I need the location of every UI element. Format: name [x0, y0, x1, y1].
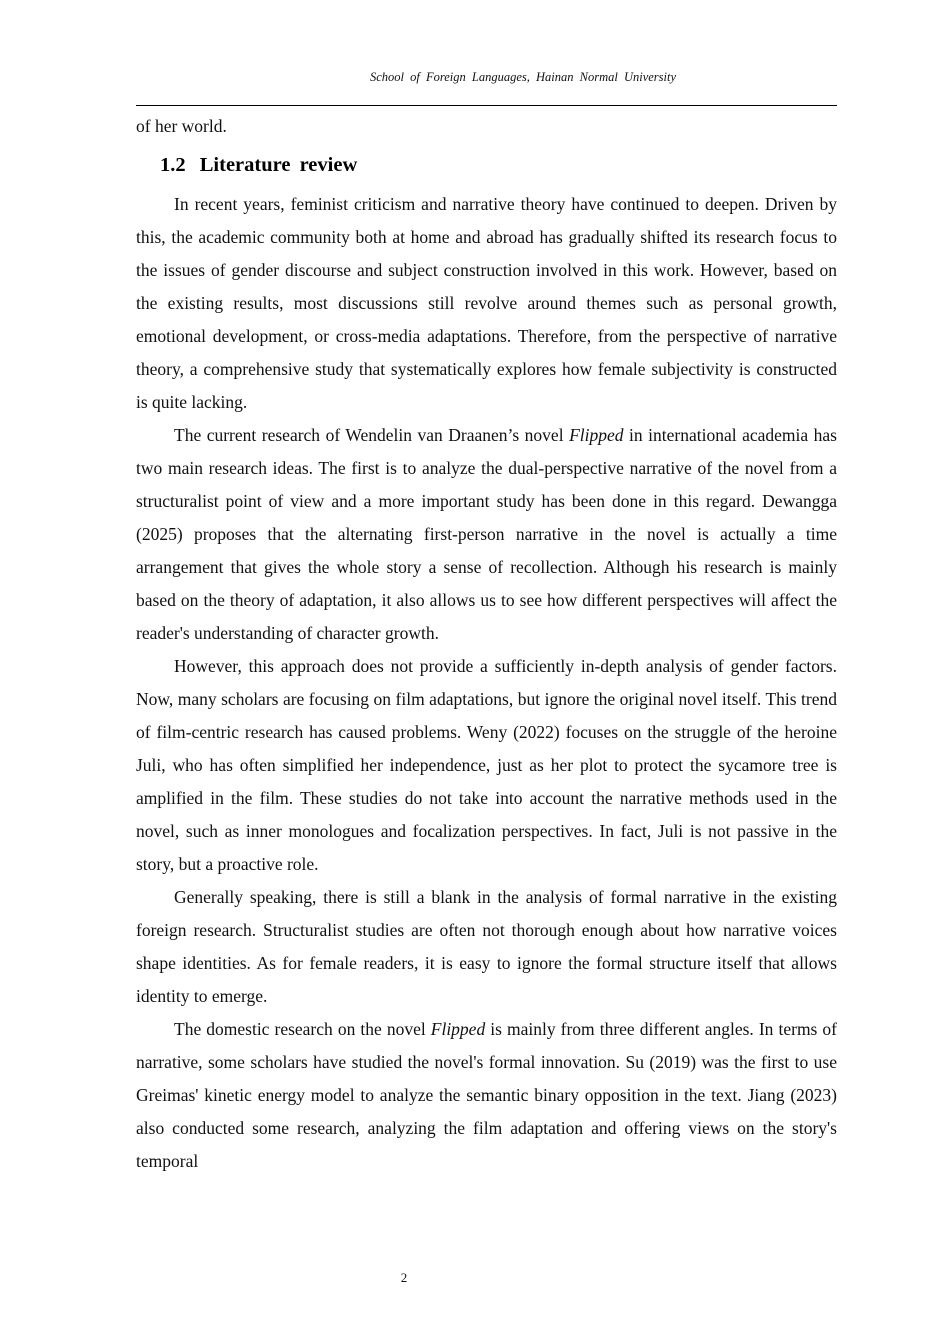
section-title: Literature review [199, 154, 358, 176]
paragraph-continuation: of her world. [136, 116, 227, 136]
paragraph-text: in international academia has two main research ideas. The first is to analyze the dual-perspective narrative of the novel from a structuralist point of view and a more important study has been done in this regard. Dewangga (2025) proposes that the alternating first-person narrative in the novel is actually a time arrangement that gives the whole story a sense of recollection. Although his research is mainly based on the theory of adaptation, it also allows us to see how different perspectives will affect the reader's understanding of character growth. [136, 425, 837, 643]
running-header: School of Foreign Languages, Hainan Normal University [369, 70, 677, 84]
paragraph-text: is mainly from three different angles. In terms of narrative, some scholars have studied the novel's formal innovation. Su (2019) was the first to use Greimas' kinetic energy model to analyze the semantic binary opposition in the text. Jiang (2023) also conducted some research, analyzing the film adaptation and offering views on the story's temporal [136, 1019, 838, 1171]
paragraph: Generally speaking, there is still a blank in the analysis of formal narrative in the existing foreign research. Structuralist studies are often not thorough enough about how narrative voices shape identities. As for female readers, it is easy to ignore the formal structure itself that allows identity to emerge. [136, 887, 837, 1006]
section-heading [160, 150, 837, 180]
book-title: Flipped [430, 1019, 486, 1039]
body-text [136, 110, 837, 1178]
paragraph [136, 419, 837, 650]
paragraph: However, this approach does not provide a sufficiently in-depth analysis of gender factors. Now, many scholars are focusing on film adaptations, but ignore the original novel itself. This trend of film-centric research has caused problems. Weny (2022) focuses on the struggle of the heroine Juli, who has often simplified her independence, just as her plot to protect the sycamore tree is amplified in the film. These studies do not take into account the narrative methods used in the novel, such as inner monologues and focalization perspectives. In fact, Juli is not passive in the story, but a proactive role. [136, 656, 837, 874]
header-divider [136, 105, 837, 106]
paragraph: In recent years, feminist criticism and narrative theory have continued to deepen. Driven by this, the academic community both at home and abroad has gradually shifted its research focus to the issues of gender discourse and subject construction involved in this work. However, based on the existing results, most discussions still revolve around themes such as personal growth, emotional development, or cross-media adaptations. Therefore, from the perspective of narrative theory, a comprehensive study that systematically explores how female subjectivity is constructed is quite lacking. [136, 194, 837, 412]
section-number: 1.2 [160, 154, 186, 176]
paragraph-text: The domestic research on the novel [174, 1019, 431, 1039]
book-title: Flipped [569, 425, 624, 445]
page-number: 2 [400, 1270, 408, 1285]
paragraph [136, 1013, 837, 1178]
paragraph-text: The current research of Wendelin van Draanen’s novel [174, 425, 570, 445]
